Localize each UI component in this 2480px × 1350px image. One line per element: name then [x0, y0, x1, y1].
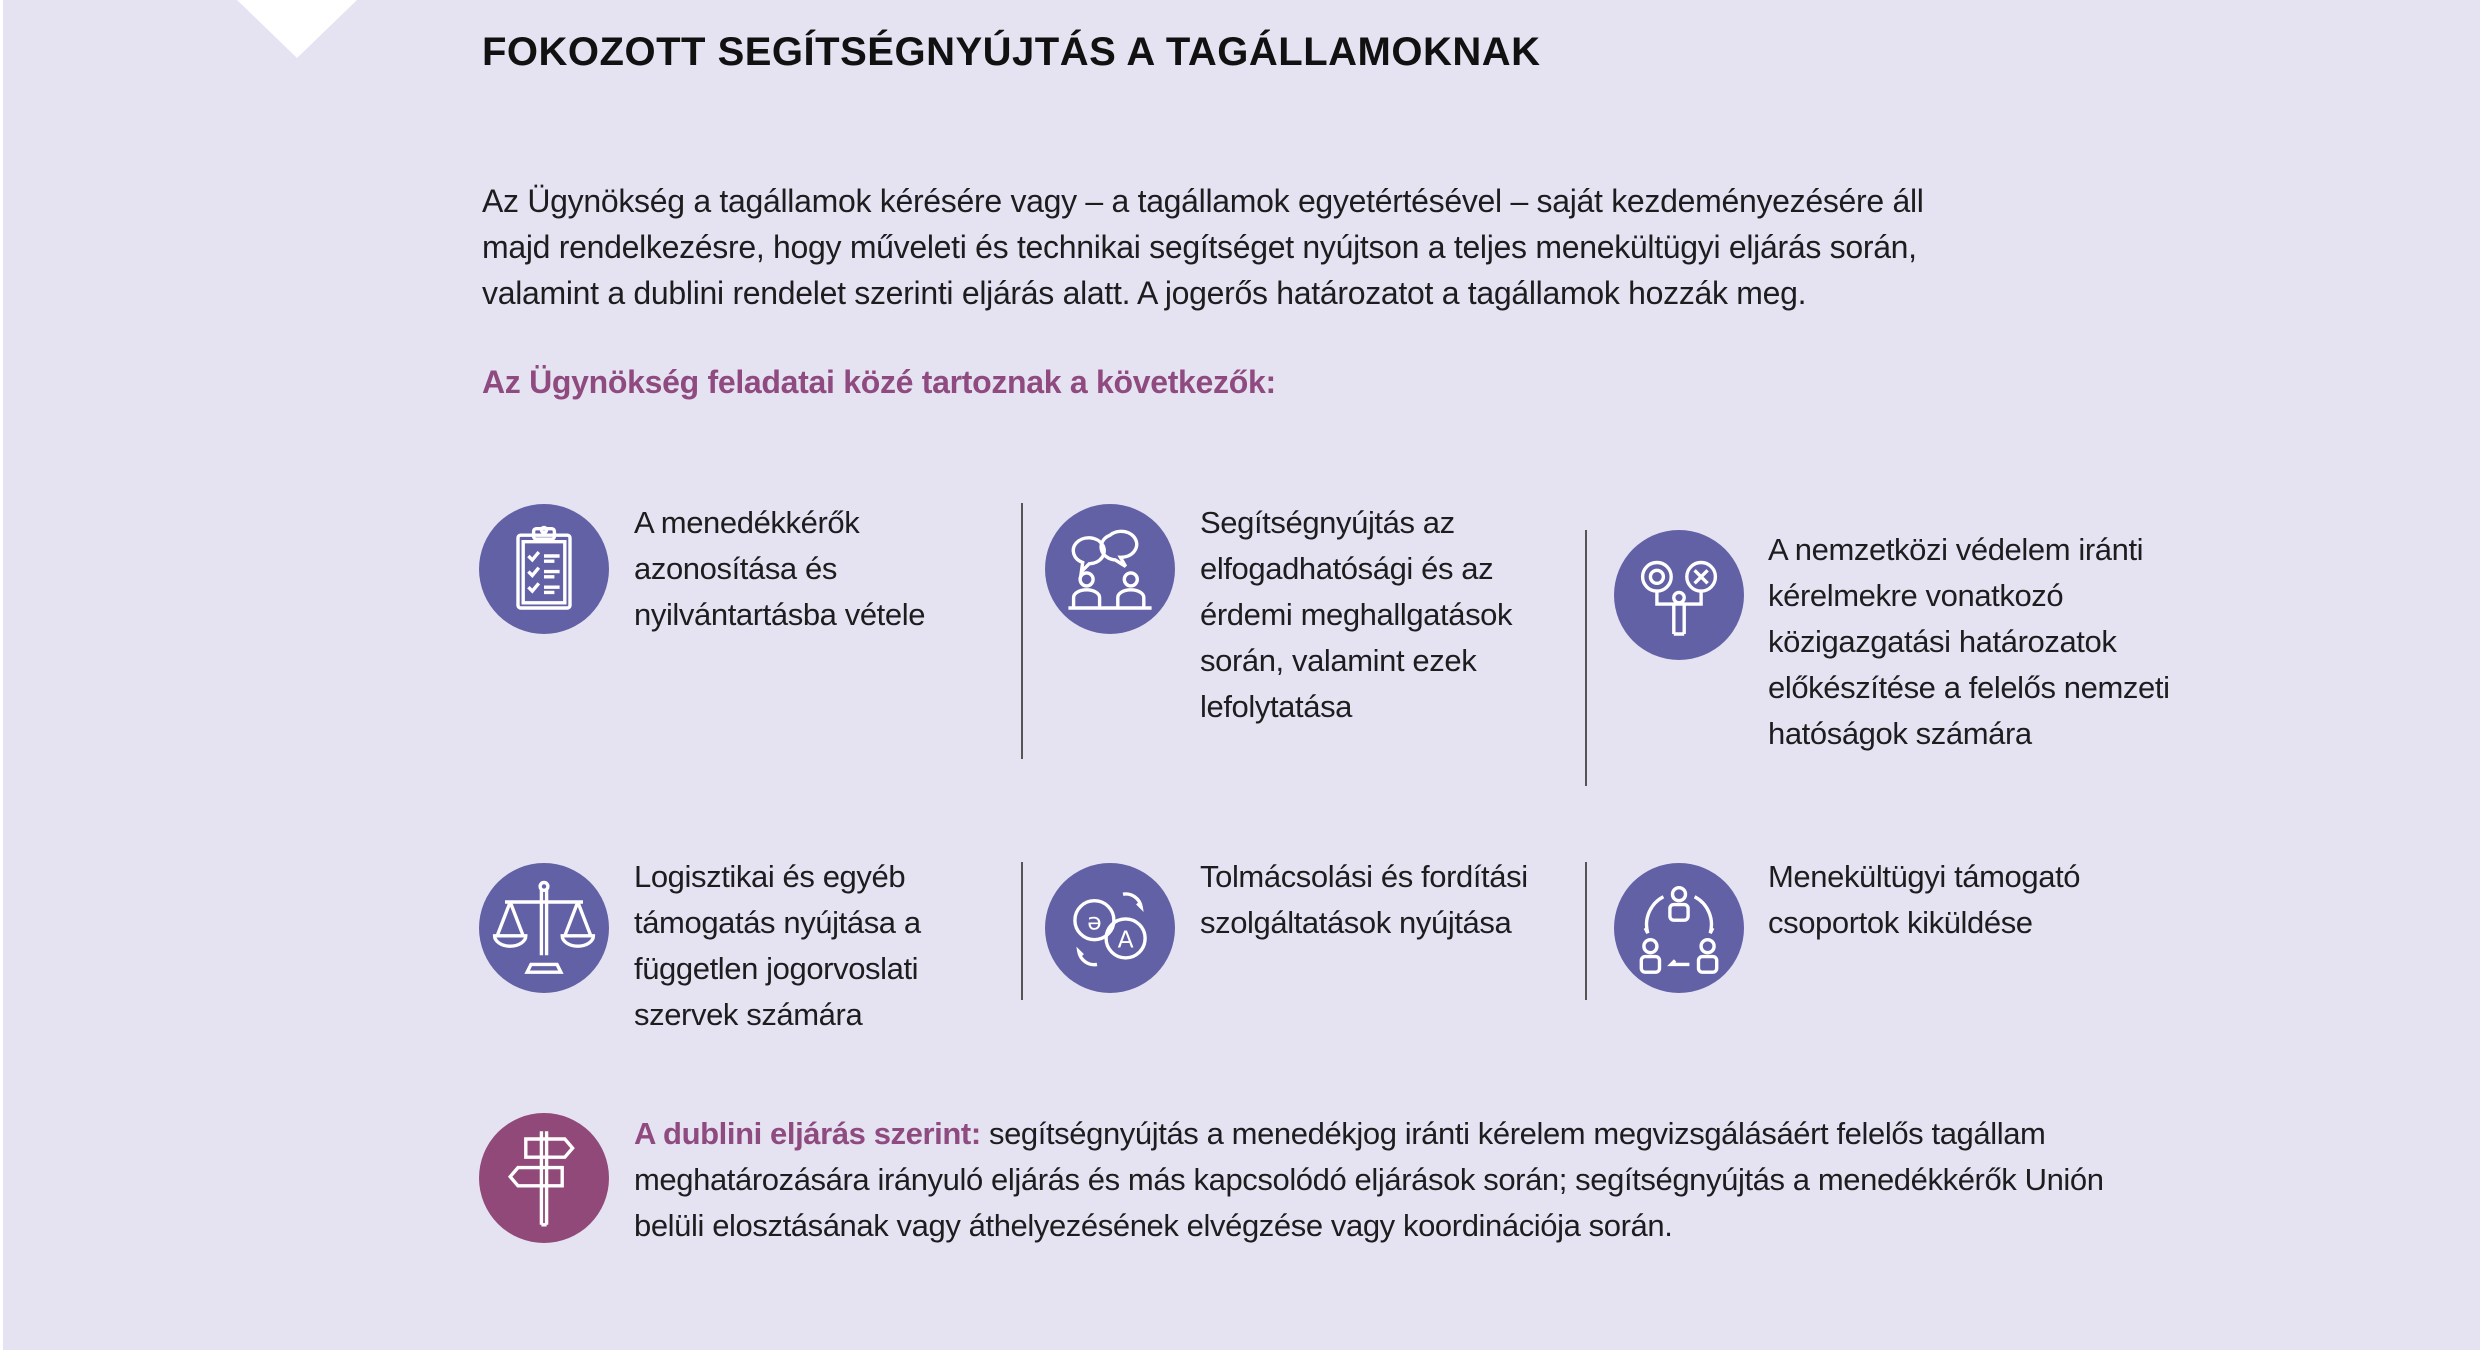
- task-line: független jogorvoslati: [634, 951, 919, 986]
- task-line: szolgáltatások nyújtása: [1200, 905, 1512, 940]
- task-text: [634, 854, 921, 1038]
- column-divider: [1021, 862, 1023, 1000]
- svg-text:ə: ə: [1087, 907, 1102, 936]
- intro-line: valamint a dublini rendelet szerinti eljárás alatt. A jogerős határozatot a tagállamok hozzák meg.: [482, 275, 1807, 311]
- dublin-label: A dublini eljárás szerint:: [634, 1116, 981, 1151]
- interview-speech-bubbles-icon: [1045, 504, 1175, 634]
- clipboard-checklist-icon: [479, 504, 609, 634]
- task-line: lefolytatása: [1200, 689, 1353, 724]
- intro-line: Az Ügynökség a tagállamok kérésére vagy – a tagállamok egyetértésével – saját kezdeményezésére áll: [482, 183, 1924, 219]
- task-line: előkészítése a felelős nemzeti: [1768, 670, 2170, 705]
- task-line: hatóságok számára: [1768, 716, 2032, 751]
- dublin-line-1: segítségnyújtás a menedékjog iránti kérelem megvizsgálásáért felelős tagállam: [980, 1116, 2046, 1151]
- intro-line: majd rendelkezésre, hogy műveleti és technikai segítséget nyújtson a teljes menekültügyi eljárás során,: [482, 229, 1917, 265]
- task-line: azonosítása és: [634, 551, 837, 586]
- svg-text:A: A: [1117, 925, 1134, 954]
- dublin-text: [634, 1111, 2104, 1249]
- task-line: elfogadhatósági és az: [1200, 551, 1494, 586]
- task-text: [1200, 854, 1528, 946]
- task-line: kérelmekre vonatkozó: [1768, 578, 2064, 613]
- task-line: A menedékkérők: [634, 505, 860, 540]
- task-line: támogatás nyújtása a: [634, 905, 921, 940]
- task-line: Logisztikai és egyéb: [634, 859, 906, 894]
- intro-paragraph: [482, 178, 1924, 316]
- task-line: Tolmácsolási és fordítási: [1200, 859, 1528, 894]
- task-line: során, valamint ezek: [1200, 643, 1477, 678]
- task-text: [1768, 527, 2170, 757]
- page-title: FOKOZOTT SEGÍTSÉGNYÚJTÁS A TAGÁLLAMOKNAK: [482, 30, 1541, 74]
- dublin-line: [634, 1111, 2104, 1157]
- task-line: Segítségnyújtás az: [1200, 505, 1455, 540]
- tasks-subheading: Az Ügynökség feladatai közé tartoznak a következők:: [482, 364, 1276, 400]
- dublin-line-3: belüli elosztásának vagy áthelyezésének elvégzése vagy koordinációja során.: [634, 1208, 1673, 1243]
- task-line: A nemzetközi védelem iránti: [1768, 532, 2144, 567]
- column-divider: [1021, 503, 1023, 759]
- decision-approve-reject-icon: [1614, 530, 1744, 660]
- task-text: [1768, 854, 2080, 946]
- task-line: közigazgatási határozatok: [1768, 624, 2117, 659]
- task-text: [634, 500, 925, 638]
- dublin-line-2: meghatározására irányuló eljárás és más kapcsolódó eljárások során; segítségnyújtás a menedékkérők Unión: [634, 1162, 2104, 1197]
- team-rotation-icon: [1614, 863, 1744, 993]
- signpost-icon: [479, 1113, 609, 1243]
- task-text: [1200, 500, 1512, 730]
- task-line: szervek számára: [634, 997, 863, 1032]
- column-divider: [1585, 862, 1587, 1000]
- decorative-triangle: [237, 0, 357, 58]
- translation-icon: [1045, 863, 1175, 993]
- task-line: nyilvántartásba vétele: [634, 597, 926, 632]
- task-line: Menekültügyi támogató: [1768, 859, 2081, 894]
- task-line: érdemi meghallgatások: [1200, 597, 1513, 632]
- scales-of-justice-icon: [479, 863, 609, 993]
- page-edge: [0, 0, 3, 1350]
- column-divider: [1585, 530, 1587, 786]
- task-line: csoportok kiküldése: [1768, 905, 2033, 940]
